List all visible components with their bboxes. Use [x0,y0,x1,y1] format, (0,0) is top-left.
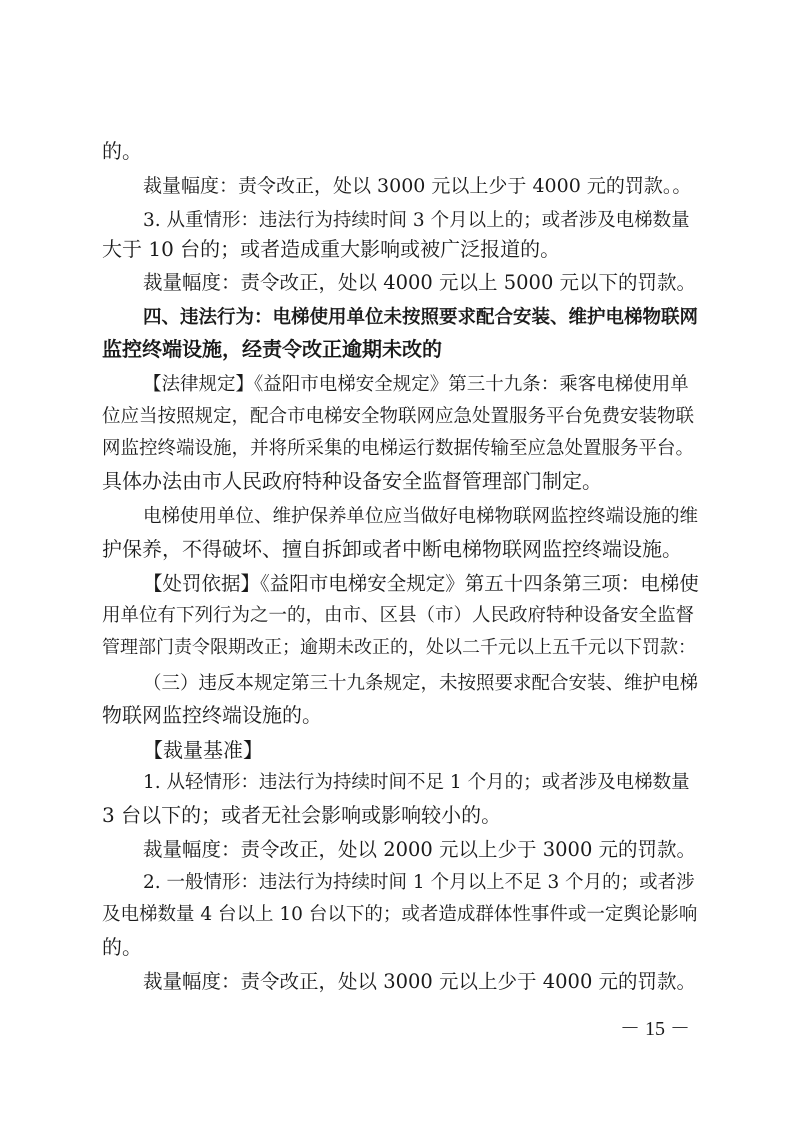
text-line: 【处罚依据】《益阳市电梯安全规定》第五十四条第三项：电梯使 [143,572,699,595]
text-line: 裁量幅度：责令改正，处以 3000 元以上少于 4000 元的罚款。。 [143,175,692,197]
text-line: 裁量幅度：责令改正，处以 4000 元以上 5000 元以下的罚款。 [143,271,697,294]
text-line: 3. 从重情形：违法行为持续时间 3 个月以上的；或者涉及电梯数量 [143,210,690,231]
text-line: 的。 [102,139,142,163]
text-line: 3 台以下的；或者无社会影响或影响较小的。 [102,803,502,827]
text-line: 网监控终端设施，并将所采集的电梯运行数据传输至应急处置服务平台。 [102,438,695,459]
text-line: 及电梯数量 4 台以上 10 台以下的；或者造成群体性事件或一定舆论影响 [102,904,698,925]
text-line: 裁量幅度：责令改正，处以 2000 元以上少于 3000 元的罚款。 [143,838,697,861]
text-line: 【法律规定】《益阳市电梯安全规定》第三十九条：乘客电梯使用单 [143,374,689,395]
section-heading: 四、违法行为：电梯使用单位未按照要求配合安装、维护电梯物联网 [143,307,699,328]
text-line: （三）违反本规定第三十九条规定，未按照要求配合安装、维护电梯 [143,673,699,694]
text-line: 位应当按照规定，配合市电梯安全物联网应急处置服务平台免费安装物联 [102,406,695,427]
text-line: 管理部门责令限期改正；逾期未改正的，处以二千元以上五千元以下罚款： [102,637,696,658]
text-line: 1. 从轻情形：违法行为持续时间不足 1 个月的；或者涉及电梯数量 [143,772,690,793]
text-line: 物联网监控终端设施的。 [102,703,322,727]
text-line: 2. 一般情形：违法行为持续时间 1 个月以上不足 3 个月的；或者涉 [143,872,695,893]
section-heading: 监控终端设施，经责令改正逾期未改的 [102,337,442,361]
text-line: 具体办法由市人民政府特种设备安全监督管理部门制定。 [102,469,602,493]
text-line: 大于 10 台的；或者造成重大影响或被广泛报道的。 [102,237,561,261]
text-line: 的。 [102,935,142,959]
text-line: 【裁量基准】 [143,738,263,762]
page-number: － 15 － [620,1018,690,1040]
text-line: 护保养，不得破坏、擅自拆卸或者中断电梯物联网监控终端设施。 [102,537,682,561]
text-line: 裁量幅度：责令改正，处以 3000 元以上少于 4000 元的罚款。 [143,970,697,993]
text-line: 用单位有下列行为之一的，由市、区县（市）人民政府特种设备安全监督 [102,605,695,626]
text-line: 电梯使用单位、维护保养单位应当做好电梯物联网监控终端设施的维 [143,506,699,527]
